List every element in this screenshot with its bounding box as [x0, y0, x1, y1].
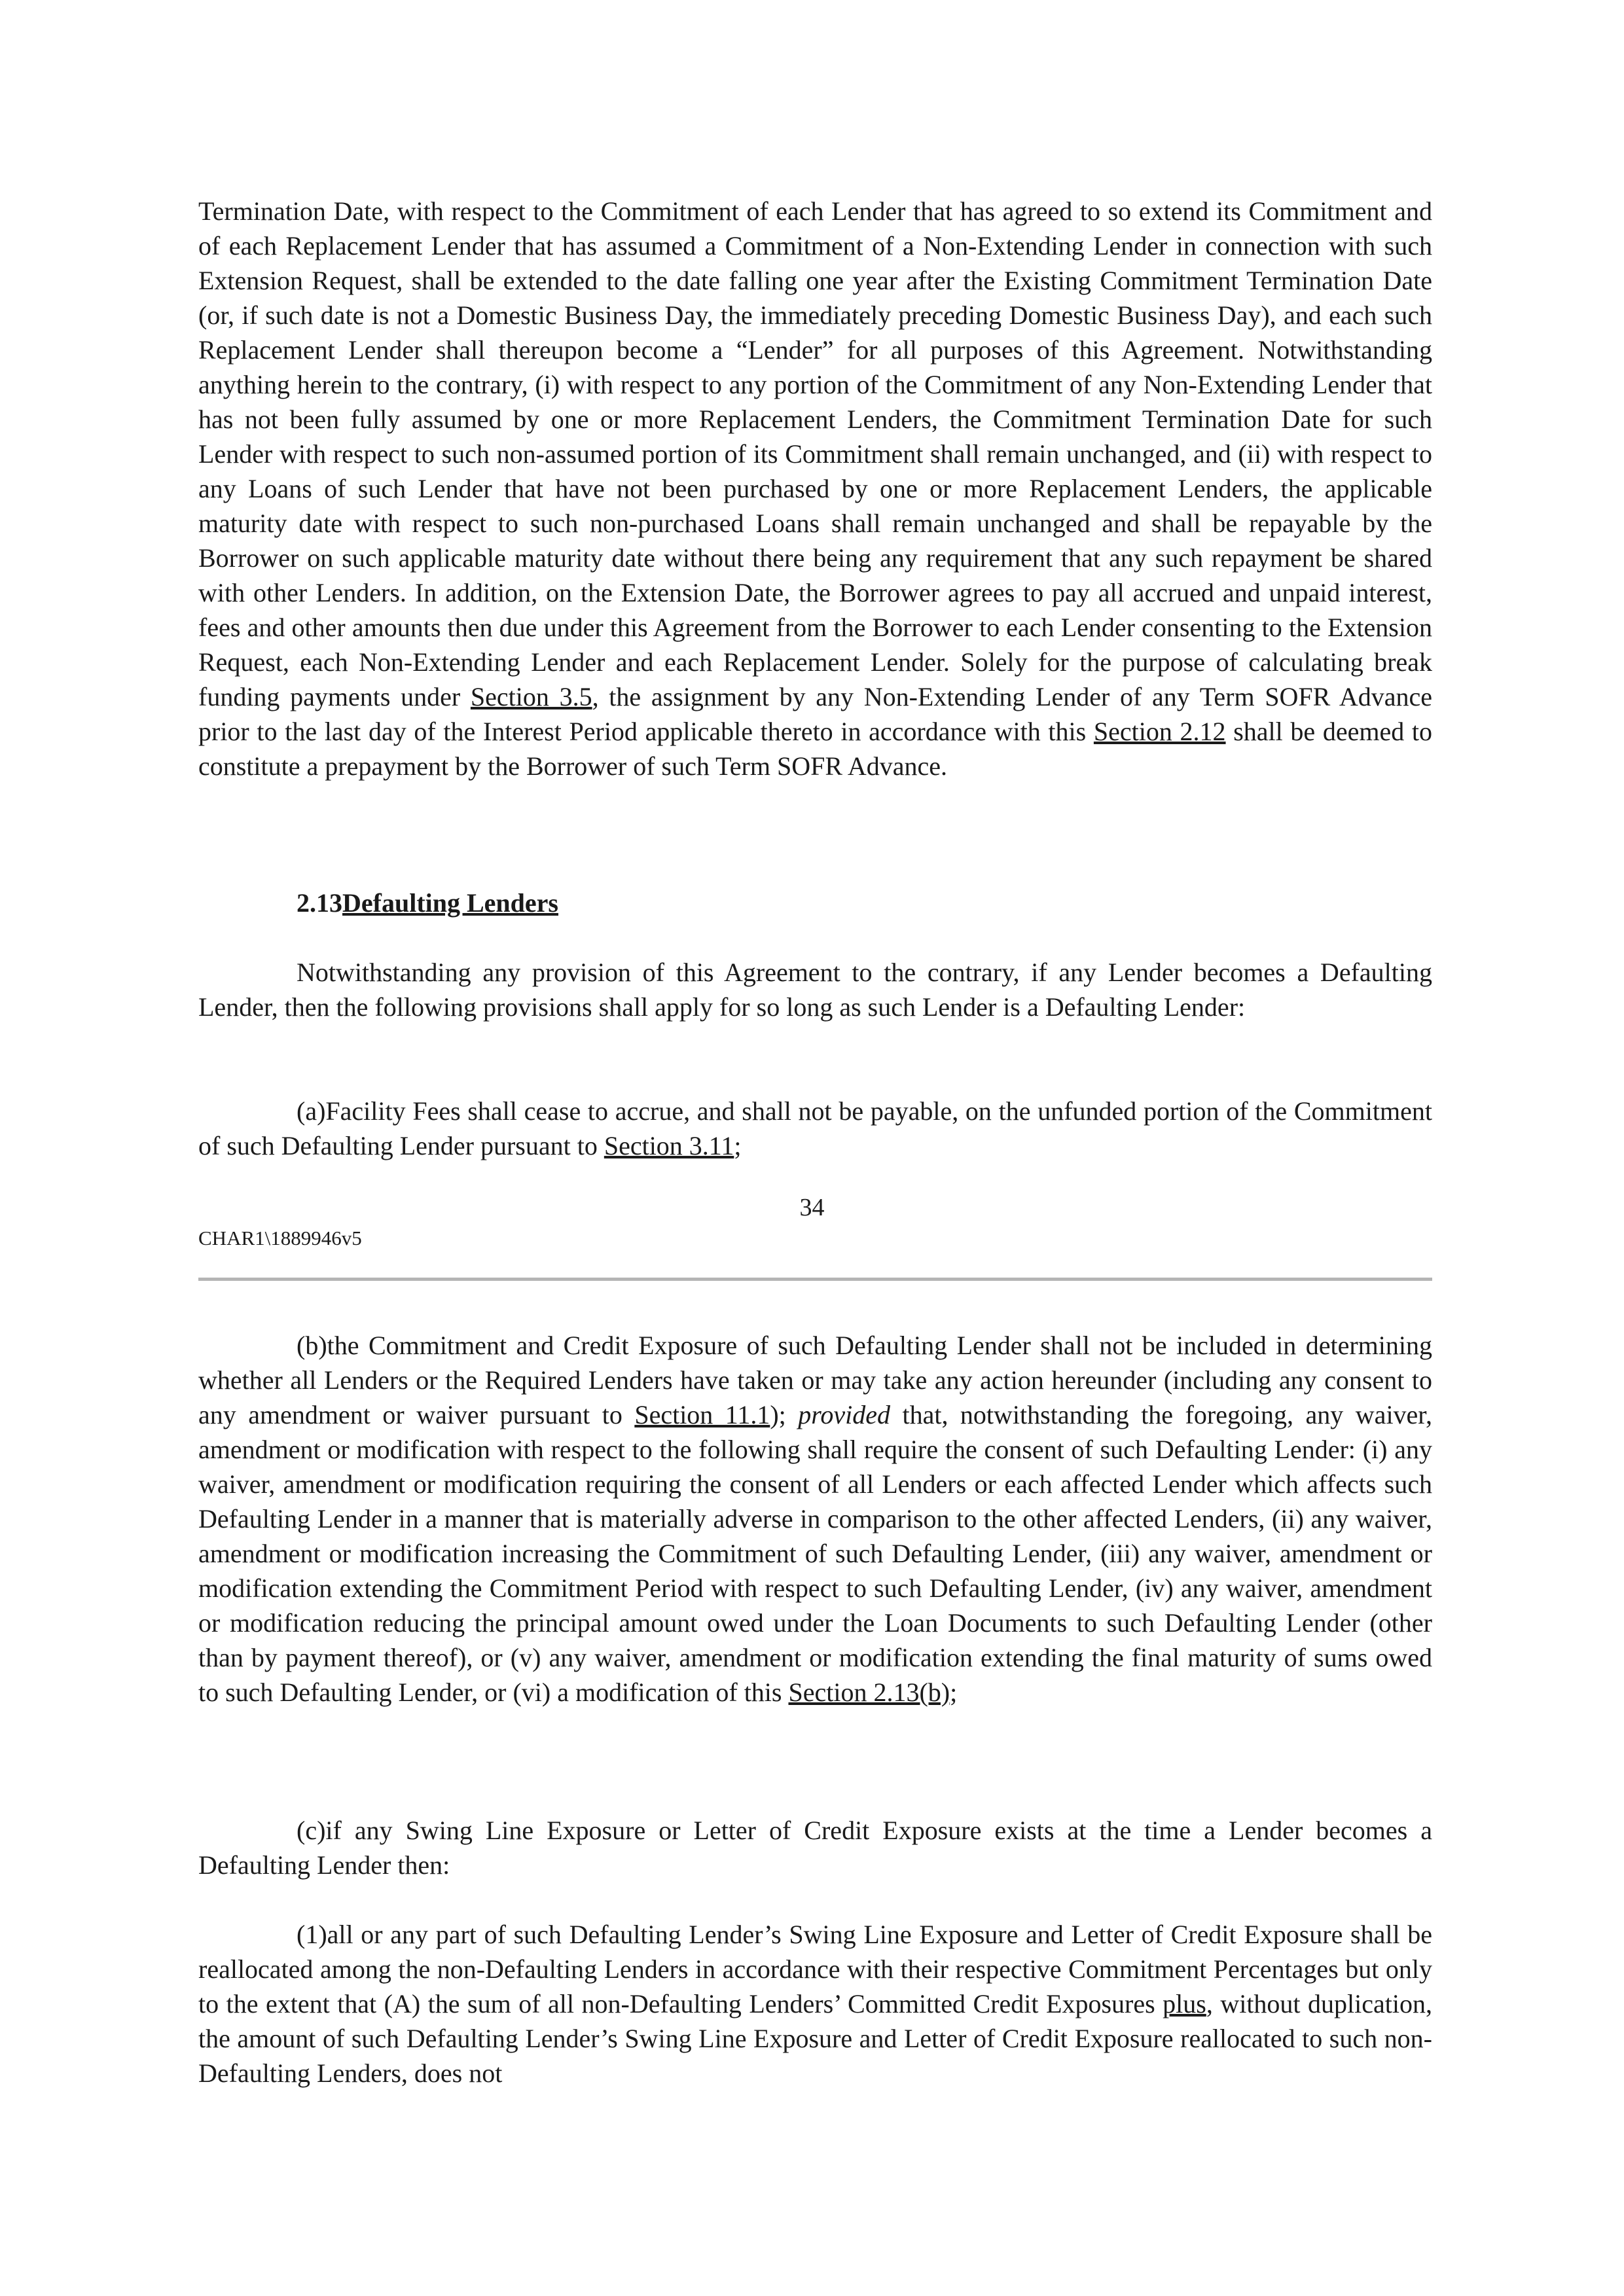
clause-a-paragraph: (a)Facility Fees shall cease to accrue, and shall not be payable, on the unfunded portion of the Commitment of such Defaulting Lender pursuant to Section 3.11;	[198, 1096, 1432, 1160]
clause-c1-paragraph: (1)all or any part of such Defaulting Lender’s Swing Line Exposure and Letter of Credit Exposure shall be reallocated among the non-Defaulting Lenders in accordance with their respective Commitment Percentages but only to the extent that (A) the sum of all non-Defaulting Lenders’ Committed Credit Exposures plus, without duplication, the amount of such Defaulting Lender’s Swing Line Exposure and Letter of Credit Exposure reallocated to such non-Defaulting Lenders, does not	[198, 1920, 1432, 2088]
plus-term: plus	[1163, 1989, 1206, 2018]
section-heading	[297, 886, 558, 920]
section-11-1-reference: Section 11.1	[634, 1400, 770, 1429]
page-number: 34	[799, 1194, 825, 1221]
document-id: CHAR1\1889946v5	[198, 1227, 362, 1249]
section-title: Defaulting Lenders	[342, 888, 558, 918]
continued-paragraph: Termination Date, with respect to the Commitment of each Lender that has agreed to so extend its Commitment and of each Replacement Lender that has assumed a Commitment of a Non-Extending Lender in connection with such Extension Request, shall be extended to the date falling one year after the Existing Commitment Termination Date (or, if such date is not a Domestic Business Day, the immediately preceding Domestic Business Day), and each such Replacement Lender shall thereupon become a “Lender” for all purposes of this Agreement. Notwithstanding anything herein to the contrary, (i) with respect to any portion of the Commitment of any Non-Extending Lender that has not been fully assumed by one or more Replacement Lenders, the Commitment Termination Date for such Lender with respect to such non-assumed portion of its Commitment shall remain unchanged, and (ii) with respect to any Loans of such Lender that have not been purchased by one or more Replacement Lenders, the applicable maturity date with respect to such non-purchased Loans shall remain unchanged and shall be repayable by the Borrower on such applicable maturity date without there being any requirement that any such repayment be shared with other Lenders. In addition, on the Extension Date, the Borrower agrees to pay all accrued and unpaid interest, fees and other amounts then due under this Agreement from the Borrower to each Lender consenting to the Extension Request, each Non-Extending Lender and each Replacement Lender. Solely for the purpose of calculating break funding payments under Section 3.5, the assignment by any Non-Extending Lender of any Term SOFR Advance prior to the last day of the Interest Period applicable thereto in accordance with this Section 2.12 shall be deemed to constitute a prepayment by the Borrower of such Term SOFR Advance.	[198, 196, 1433, 781]
section-number: 2.13	[297, 888, 342, 918]
clause-c-paragraph: (c)if any Swing Line Exposure or Letter of Credit Exposure exists at the time a Lender becomes a Defaulting Lender then:	[198, 1816, 1432, 1880]
defaulting-lenders-intro-paragraph: Notwithstanding any provision of this Agreement to the contrary, if any Lender becomes a Defaulting Lender, then the following provisions shall apply for so long as such Lender is a Defaulting Lender:	[198, 958, 1432, 1022]
section-3-5-reference: Section 3.5	[470, 682, 592, 711]
section-3-11-reference: Section 3.11	[604, 1131, 734, 1160]
page-divider	[198, 1278, 1432, 1281]
clause-b-paragraph: (b)the Commitment and Credit Exposure of such Defaulting Lender shall not be included in determining whether all Lenders or the Required Lenders have taken or may take any action hereunder (including any consent to any amendment or waiver pursuant to Section 11.1); provided that, notwithstanding the foregoing, any waiver, amendment or modification with respect to the following shall require the consent of such Defaulting Lender: (i) any waiver, amendment or modification requiring the consent of all Lenders or each affected Lender which affects such Defaulting Lender in a manner that is materially adverse in comparison to the other affected Lenders, (ii) any waiver, amendment or modification increasing the Commitment of such Defaulting Lender, (iii) any waiver, amendment or modification extending the Commitment Period with respect to such Defaulting Lender, (iv) any waiver, amendment or modification reducing the principal amount owed under the Loan Documents to such Defaulting Lender (other than by payment thereof), or (v) any waiver, amendment or modification extending the final maturity of sums owed to such Defaulting Lender, or (vi) a modification of this Section 2.13(b);	[198, 1331, 1433, 1707]
section-2-13-b-reference: Section 2.13(b)	[788, 1677, 950, 1707]
section-2-12-reference: Section 2.12	[1093, 717, 1226, 746]
provided-term: provided	[798, 1400, 890, 1429]
